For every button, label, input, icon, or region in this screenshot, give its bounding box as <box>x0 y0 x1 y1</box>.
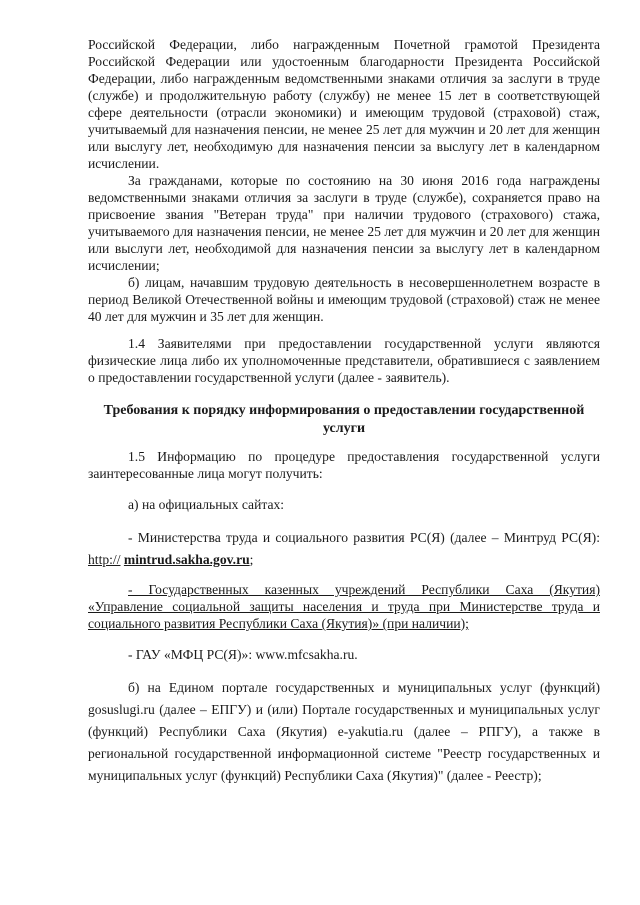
paragraph-veteran-criteria: Российской Федерации, либо награжденным Почетной грамотой Президента Российской Федерации или удостоенным благодарности Президента Российской Федерации, либо награжденным ведомственными знаками отличия за заслуги в труде (службе) и продолжительную работу (службу) не менее 15 лет в соответствующей сфере деятельности (отрасли экономики) и имеющим трудовой (страховой) стаж, учитываемый для назначения пенсии, не менее 25 лет для мужчин и 20 лет для женщин или выслугу лет, необходимую для назначения пенсии за выслугу лет в календарном исчислении. <box>88 37 600 171</box>
list-item-mintrud <box>88 527 600 571</box>
section-heading: Требования к порядку информирования о предоставлении государственной услуги <box>103 403 585 436</box>
mintrud-link-scheme[interactable]: http:// <box>88 552 121 567</box>
mintrud-link-suffix: ; <box>249 552 254 567</box>
mintrud-text: - Министерства труда и социального развития РС(Я) (далее – Минтруд РС(Я): <box>128 530 600 545</box>
list-item-gau-mfc: - ГАУ «МФЦ РС(Я)»: www.mfcsakha.ru. <box>128 647 358 662</box>
paragraph-1-5-information: 1.5 Информацию по процедуре предоставления государственной услуги заинтересованные лица могут получить: <box>88 449 600 481</box>
paragraph-citizens-2016: За гражданами, которые по состоянию на 30 июня 2016 года награждены ведомственными знаками отличия за заслуги в труде (службе), сохраняется право на присвоение звания "Ветеран труда" при наличии трудового (страхового) стажа, учитываемого для назначения пенсии, не менее 25 лет для мужчин и 20 лет для женщин или выслуги лет, необходимой для назначения пенсии за выслугу лет в календарном исчислении; <box>88 173 600 273</box>
paragraph-1-4-applicants: 1.4 Заявителями при предоставлении государственной услуги являются физические лица либо их уполномоченные представители, обратившиеся с заявлением о предоставлении государственной услуги (далее - заявитель). <box>88 336 600 385</box>
mintrud-link-host[interactable]: mintrud.sakha.gov.ru <box>123 552 250 567</box>
list-item-official-sites: а) на официальных сайтах: <box>128 497 285 512</box>
paragraph-item-b-minors: б) лицам, начавшим трудовую деятельность в несовершеннолетнем возрасте в период Великой Отечественной войны и имеющим трудовой (страховой) стаж не менее 40 лет для мужчин и 35 лет для женщин. <box>88 275 600 324</box>
list-item-gku: - Государственных казенных учреждений Республики Саха (Якутия) «Управление социальной защиты населения и труда при Министерстве труда и социального развития Республики Саха (Якутия)» (при наличии); <box>88 582 600 631</box>
list-item-b-portals: б) на Едином портале государственных и муниципальных услуг (функций) gosuslugi.ru (далее – ЕПГУ) и (или) Портале государственных и муниципальных услуг (функций) Республики Саха (Якутия) e-yakutia.ru (далее – РПГУ), а также в региональной государственной информационной системе "Реестр государственных и муниципальных услуг (функций) Республики Саха (Якутия)" (далее - Реестр); <box>88 680 600 783</box>
